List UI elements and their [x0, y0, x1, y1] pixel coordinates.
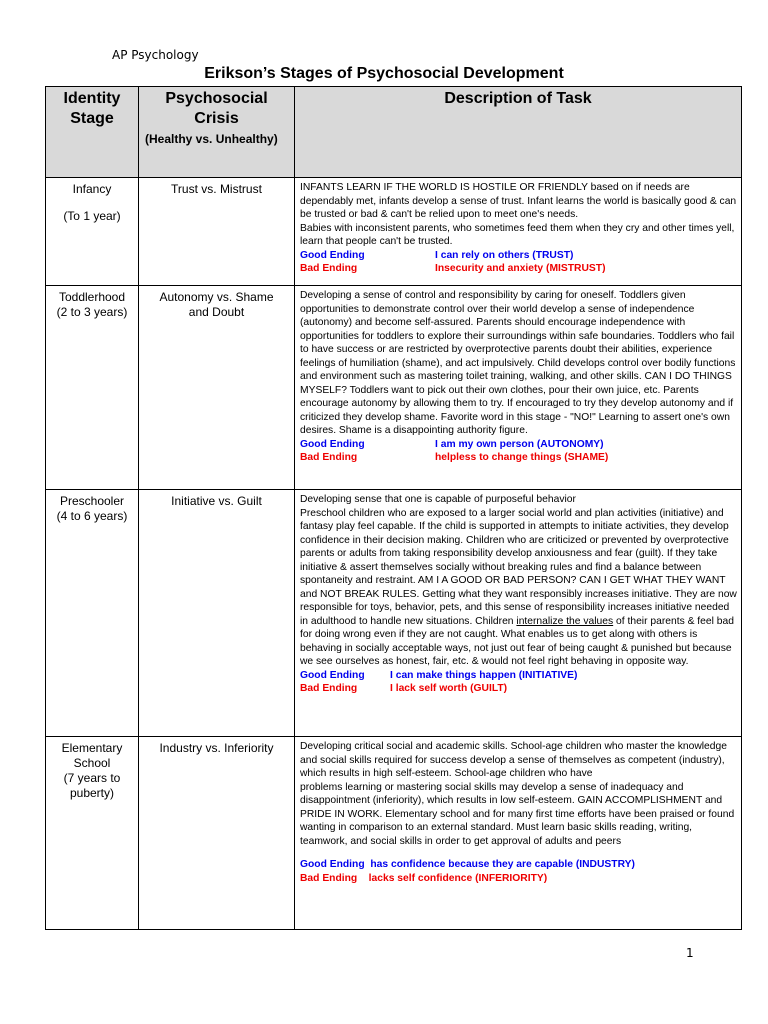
table-row	[46, 286, 742, 490]
good-ending-text: I can make things happen (INITIATIVE)	[390, 669, 578, 681]
description-cell	[295, 178, 742, 286]
stage-name: Elementary School	[61, 741, 123, 770]
stage-age: (2 to 3 years)	[56, 305, 128, 319]
bad-ending-text: helpless to change things (SHAME)	[435, 452, 609, 463]
description-text: INFANTS LEARN IF THE WORLD IS HOSTILE OR FRIENDLY based on if needs are dependably met, infants develop a sense of trust. Infant learns the world is basically good & can be trusted or bad & can't be relied upon to meet one's needs.	[300, 182, 737, 220]
bad-ending	[300, 262, 737, 276]
stage-name: Toddlerhood	[58, 290, 126, 304]
stage-cell	[46, 286, 139, 490]
stage-age: (4 to 6 years)	[56, 509, 128, 523]
table-header-row	[46, 87, 742, 178]
stage-name: Preschooler	[59, 494, 125, 508]
crisis-text: Industry vs. Inferiority	[159, 741, 274, 755]
description-cell	[295, 490, 742, 737]
good-ending-label: Good Ending	[300, 438, 365, 450]
stage-age: (To 1 year)	[63, 209, 121, 223]
table-row	[46, 178, 742, 286]
stage-cell	[46, 737, 139, 930]
page-number: 1	[686, 946, 694, 960]
crisis-text: Trust vs. Mistrust	[171, 182, 262, 196]
description-cell	[295, 286, 742, 490]
description-text-2	[300, 507, 737, 669]
bad-ending-label: Bad Ending	[300, 683, 358, 694]
crisis-cell	[139, 737, 295, 930]
crisis-cell	[139, 286, 295, 490]
bad-ending-text: I lack self worth (GUILT)	[390, 683, 508, 694]
table-row	[46, 737, 742, 930]
underlined-phrase: internalize the values	[516, 615, 614, 627]
good-ending	[300, 249, 737, 263]
description-text-2: Babies with inconsistent parents, who sometimes feed them when they cry and other times yell, learn that people can't be trusted.	[300, 222, 735, 247]
bad-ending-label: Bad Ending	[300, 452, 358, 463]
header-description-text: Description of Task	[444, 90, 592, 107]
header-description	[295, 87, 742, 178]
good-ending-text: I am my own person (AUTONOMY)	[435, 438, 604, 450]
description-text-2b: of their parents & feel bad for doing wrong even if they are not caught. What enables us to get along with others is behaving in socially acceptable ways, not just out fear of being caught & punished but because we see ourselves as honest, fair, etc. & would not feel right behaving in opposite way.	[300, 615, 734, 667]
bad-ending	[300, 451, 737, 465]
crisis-text: Autonomy vs. Shame and Doubt	[159, 290, 274, 319]
description-text-2a: Preschool children who are exposed to a larger social world and plan activities (initiative) and fantasy play feel capable. If the child is supported in attempts to initiate activities, they develop confidence in their decision making. Children who are criticized or prevented by overprotective parents or adults from taking responsibility develop anxiousness and fear (guilt). If they take initiative & assert themselves socially without breaking rules and find a balance between spontaneity and restraint. AM I A GOOD OR BAD PERSON? CAN I GET WHAT THEY WANT and NOT BREAK RULES. Getting what they want responsibly increases initiative. They are now responsible for toys, behavior, pets, and this sense of responsibility increases initiative needed in adulthood to handle new situations. Children	[300, 507, 737, 627]
good-ending-text: I can rely on others (TRUST)	[435, 249, 574, 261]
header-crisis-subtitle: (Healthy vs. Unhealthy)	[145, 132, 278, 146]
stage-name: Infancy	[72, 182, 112, 196]
good-ending-label: Good Ending	[300, 669, 365, 681]
bad-ending	[300, 872, 737, 886]
header-crisis	[139, 87, 295, 178]
page-title: Erikson’s Stages of Psychosocial Development	[204, 65, 564, 82]
bad-ending-label: Bad Ending	[300, 872, 358, 884]
header-stage	[46, 87, 139, 178]
bad-ending	[300, 682, 737, 696]
crisis-cell	[139, 490, 295, 737]
description-text: Developing critical social and academic skills. School-age children who master the knowledge and social skills required for success develop a sense of themselves as competent (industry), which results in high self-esteem. School-age children who have	[300, 741, 727, 779]
description-text: Developing a sense of control and responsibility by caring for oneself. Toddlers given opportunities to demonstrate control over their world develop a sense of independence (autonomy) and become self-assured. Parents should encourage independence with opportunities for toddlers to explore their surroundings within safe boundaries. Toddlers who fail to have success or are restricted by overprotective parents doubt their abilities, experience feelings of humiliation (shame), and act impulsively. Child develops control over bodily functions and environment such as mastering toilet training, walking, and other skills. CAN I DO THINGS MYSELF? Toddlers want to pick out their own clothes, pour their own juice, etc. Parents encourage autonomy by allowing them to try. If encouraged to try they develop autonomy and if criticized they develop shame. Favorite word in this stage - "NO!" Learning to assert one's own desires. Shame is a disappointing authority figure.	[300, 290, 736, 436]
table-row	[46, 490, 742, 737]
stages-table	[45, 86, 742, 930]
crisis-text: Initiative vs. Guilt	[171, 494, 262, 508]
stage-cell	[46, 490, 139, 737]
header-stage-text: Identity Stage	[63, 90, 121, 127]
good-ending	[300, 858, 737, 872]
good-ending-label: Good Ending	[300, 249, 365, 261]
crisis-cell	[139, 178, 295, 286]
stage-age: (7 years to puberty)	[63, 771, 121, 800]
good-ending	[300, 438, 737, 452]
good-ending	[300, 669, 737, 683]
description-text: Developing sense that one is capable of purposeful behavior	[300, 494, 576, 505]
good-ending-label: Good Ending	[300, 859, 365, 870]
stage-cell	[46, 178, 139, 286]
good-ending-text: has confidence because they are capable (INDUSTRY)	[370, 859, 635, 870]
bad-ending-label: Bad Ending	[300, 263, 358, 274]
bad-ending-text: lacks self confidence (INFERIORITY)	[368, 872, 548, 884]
description-cell	[295, 737, 742, 930]
bad-ending-text: Insecurity and anxiety (MISTRUST)	[435, 263, 606, 274]
course-label: AP Psychology	[112, 48, 199, 62]
description-text-2: problems learning or mastering social skills may develop a sense of inadequacy and disappointment (inferiority), which results in low self-esteem. GAIN ACCOMPLISHMENT and PRIDE IN WORK. Elementary school and for many first time efforts have been praised or found wanting in comparison to an external standard. Must learn basic skills reading, writing, teamwork, and social skills in order to get approval of adults and peers	[300, 781, 735, 847]
header-crisis-text: Psychosocial Crisis	[165, 90, 268, 127]
